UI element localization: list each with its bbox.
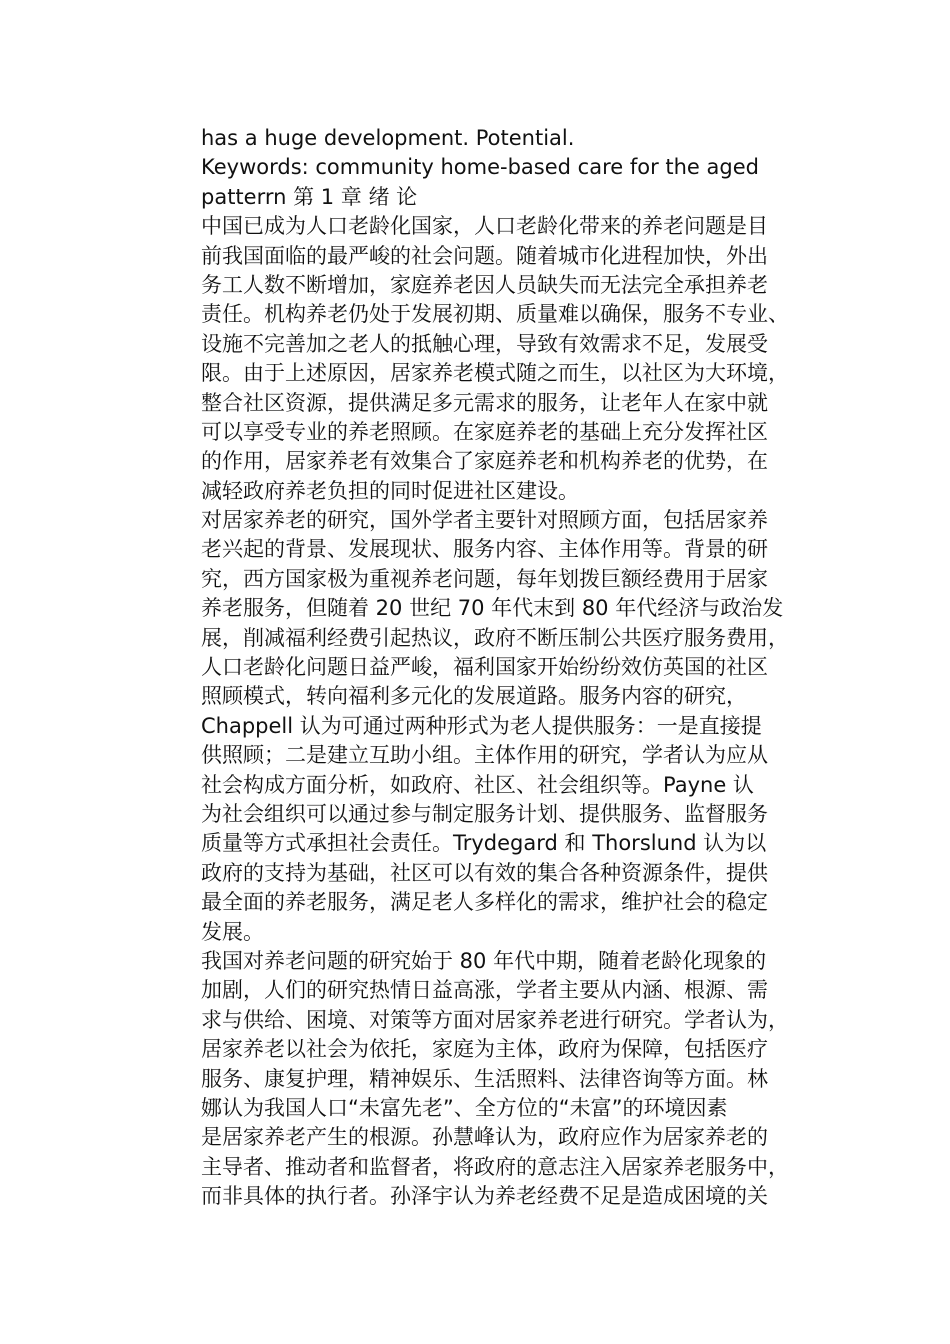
text-line: 设施不完善加之老人的抵触心理，导致有效需求不足，发展受 [201, 331, 768, 356]
text-line: 前我国面临的最严峻的社会问题。随着城市化进程加快，外出 [201, 243, 768, 268]
text-line: 是居家养老产生的根源。孙慧峰认为，政府应作为居家养老的 [201, 1125, 768, 1150]
text-line: 居家养老以社会为依托，家庭为主体，政府为保障，包括医疗 [201, 1037, 768, 1062]
text-line: 养老服务，但随着 20 世纪 70 年代末到 80 年代经济与政治发 [201, 596, 784, 621]
text-line: 对居家养老的研究，国外学者主要针对照顾方面，包括居家养 [201, 508, 768, 533]
text-line: 政府的支持为基础，社区可以有效的集合各种资源条件，提供 [201, 860, 768, 885]
text-line: Keywords: community home-based care for the aged [201, 155, 759, 180]
text-line: 责任。机构养老仍处于发展初期、质量难以确保，服务不专业、 [201, 302, 789, 327]
text-line: 限。由于上述原因，居家养老模式随之而生，以社区为大环境， [201, 361, 789, 386]
text-line: has a huge development. Potential. [201, 126, 575, 150]
text-line: 而非具体的执行者。孙泽宇认为养老经费不足是造成困境的关 [201, 1184, 768, 1209]
text-line: 的作用，居家养老有效集合了家庭养老和机构养老的优势，在 [201, 449, 768, 474]
text-line: 我国对养老问题的研究始于 80 年代中期，随着老龄化现象的 [201, 948, 767, 973]
text-line: Chappell 认为可通过两种形式为老人提供服务：一是直接提 [201, 713, 762, 738]
text-line: 整合社区资源，提供满足多元需求的服务，让老年人在家中就 [201, 390, 768, 415]
text-line: 主导者、推动者和监督者，将政府的意志注入居家养老服务中， [201, 1154, 789, 1179]
text-line: 供照顾；二是建立互助小组。主体作用的研究，学者认为应从 [201, 743, 768, 768]
text-line: 服务、康复护理，精神娱乐、生活照料、法律咨询等方面。林 [201, 1066, 768, 1091]
text-line: 社会构成方面分析，如政府、社区、社会组织等。Payne 认 [201, 772, 754, 797]
text-line: 娜认为我国人口“未富先老”、全方位的“未富”的环境因素 [201, 1095, 728, 1120]
text-line: 展，削减福利经费引起热议，政府不断压制公共医疗服务费用， [201, 625, 789, 650]
text-line: 可以享受专业的养老照顾。在家庭养老的基础上充分发挥社区 [201, 419, 768, 444]
text-line: 加剧，人们的研究热情日益高涨，学者主要从内涵、根源、需 [201, 978, 768, 1003]
text-line: 究，西方国家极为重视养老问题，每年划拨巨额经费用于居家 [201, 566, 768, 591]
text-line: 照顾模式，转向福利多元化的发展道路。服务内容的研究， [201, 684, 747, 709]
document-page [201, 124, 813, 1211]
text-line: 老兴起的背景、发展现状、服务内容、主体作用等。背景的研 [201, 537, 768, 562]
text-line: 最全面的养老服务，满足老人多样化的需求，维护社会的稳定 [201, 890, 768, 915]
text-line: 务工人数不断增加，家庭养老因人员缺失而无法完全承担养老 [201, 272, 768, 297]
text-line: patterrn 第 1 章 绪 论 [201, 184, 418, 209]
text-line: 发展。 [201, 919, 264, 944]
text-line: 为社会组织可以通过参与制定服务计划、提供服务、监督服务 [201, 801, 768, 826]
text-line: 中国已成为人口老龄化国家，人口老龄化带来的养老问题是目 [201, 214, 768, 239]
text-line: 质量等方式承担社会责任。Trydegard 和 Thorslund 认为以 [201, 831, 767, 856]
text-line: 求与供给、困境、对策等方面对居家养老进行研究。学者认为， [201, 1007, 789, 1032]
text-line: 人口老龄化问题日益严峻，福利国家开始纷纷效仿英国的社区 [201, 655, 768, 680]
text-line: 减轻政府养老负担的同时促进社区建设。 [201, 478, 579, 503]
